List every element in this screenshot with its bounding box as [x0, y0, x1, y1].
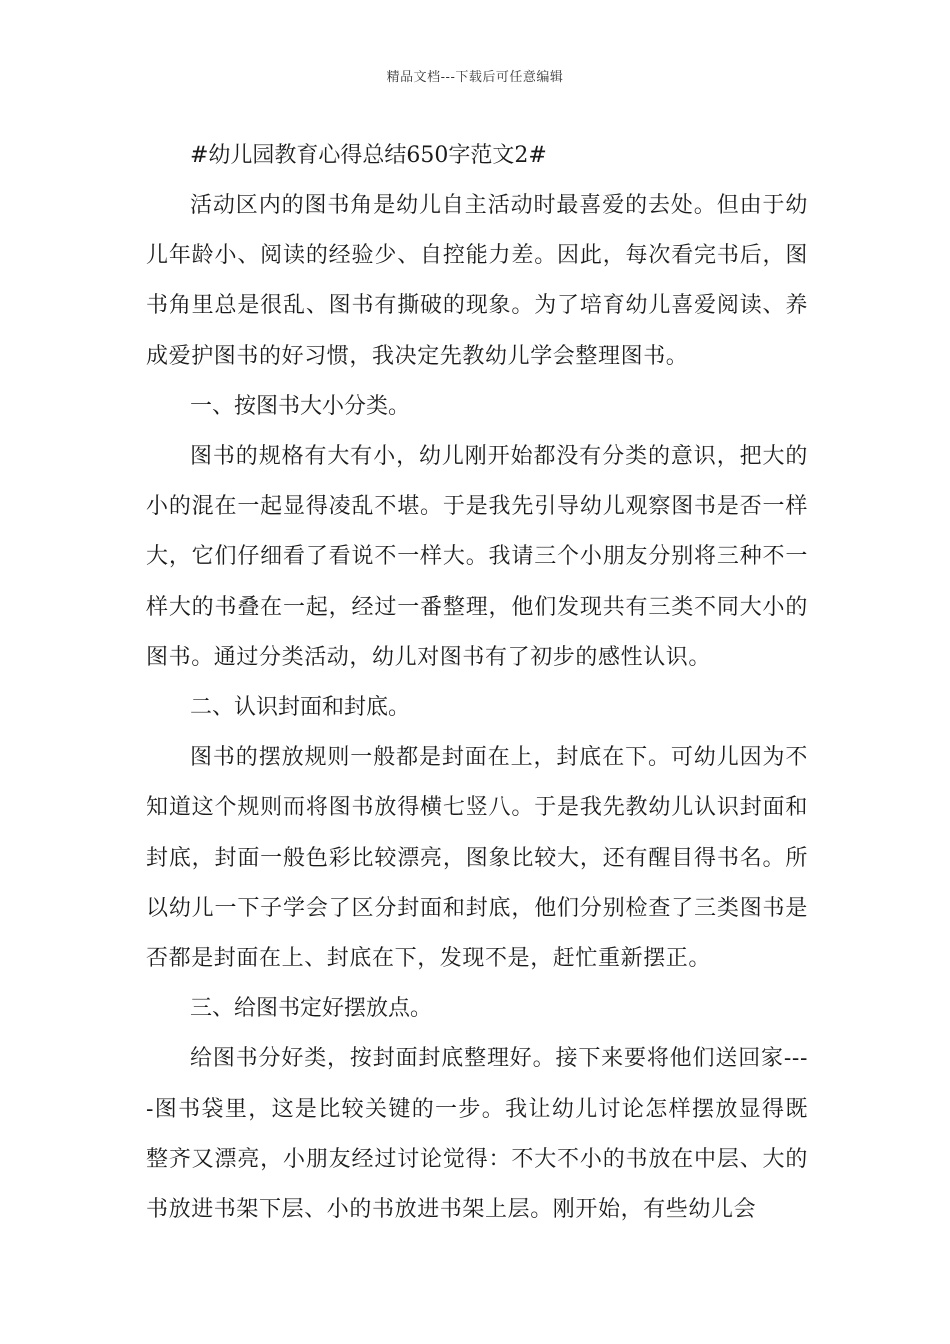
intro-paragraph: 活动区内的图书角是幼儿自主活动时最喜爱的去处。但由于幼儿年龄小、阅读的经验少、自控能力差。因此，每次看完书后，图书角里总是很乱、图书有撕破的现象。为了培育幼儿喜爱阅读、养成爱护图书的好习惯，我决定先教幼儿学会整理图书。: [146, 193, 808, 369]
section-paragraph-2: 图书的摆放规则一般都是封面在上，封底在下。可幼儿因为不知道这个规则而将图书放得横七竖八。于是我先教幼儿认识封面和封底，封面一般色彩比较漂亮，图象比较大，还有醒目得书名。所以幼儿一下子学会了区分封面和封底，他们分别检查了三类图书是否都是封面在上、封底在下，发现不是，赶忙重新摆正。: [146, 745, 808, 972]
section-paragraph-3: 给图书分好类，按封面封底整理好。接下来要将他们送回家----图书袋里，这是比较关键的一步。我让幼儿讨论怎样摆放显得既整齐又漂亮，小朋友经过讨论觉得：不大不小的书放在中层、大的书放进书架下层、小的书放进书架上层。刚开始，有些幼儿会: [146, 1046, 808, 1223]
section-heading-3: 三、给图书定好摆放点。: [190, 996, 433, 1022]
page-header-note: 精品文档---下载后可任意编辑: [386, 70, 564, 85]
document-title: #幼儿园教育心得总结650字范文2#: [190, 143, 547, 168]
section-heading-2: 二、认识封面和封底。: [190, 695, 411, 721]
section-paragraph-1: 图书的规格有大有小，幼儿刚开始都没有分类的意识，把大的小的混在一起显得凌乱不堪。于是我先引导幼儿观察图书是否一样大，它们仔细看了看说不一样大。我请三个小朋友分别将三种不一样大的书叠在一起，经过一番整理，他们发现共有三类不同大小的图书。通过分类活动，幼儿对图书有了初步的感性认识。: [146, 444, 808, 670]
document-body: [146, 130, 808, 1235]
section-heading-1: 一、按图书大小分类。: [190, 393, 411, 419]
